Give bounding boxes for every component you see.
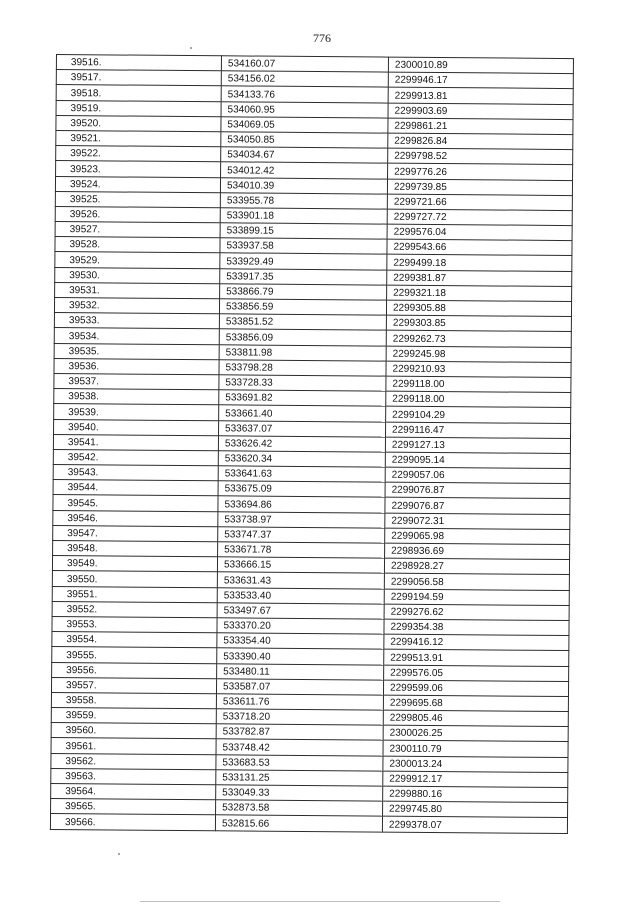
y-coordinate-cell: 2299513.91 [384,649,569,666]
x-coordinate-cell: 533955.78 [220,192,387,208]
scan-speck [118,853,120,855]
point-number-cell: 39525. [55,191,220,207]
x-coordinate-cell: 533671.78 [218,542,385,558]
y-coordinate-cell: 2299118.00 [386,376,571,393]
x-coordinate-cell: 534156.02 [221,71,388,87]
y-coordinate-cell: 2300010.89 [388,57,573,74]
y-coordinate-cell: 2299210.93 [386,361,571,378]
x-coordinate-cell: 533661.40 [219,405,386,421]
y-coordinate-cell: 2299354.38 [384,619,569,636]
point-number-cell: 39566. [50,814,215,831]
y-coordinate-cell: 2299599.06 [383,680,568,697]
point-number-cell: 39523. [56,161,221,177]
y-coordinate-cell: 2298936.69 [385,543,570,560]
x-coordinate-cell: 533718.20 [216,709,383,725]
x-coordinate-cell: 533747.37 [218,527,385,543]
y-coordinate-cell: 2299913.81 [388,87,573,104]
y-coordinate-cell: 2299262.73 [386,330,571,347]
x-coordinate-cell: 533637.07 [219,420,386,436]
x-coordinate-cell: 533354.40 [217,633,384,649]
y-coordinate-cell: 2299303.85 [386,315,571,332]
y-coordinate-cell: 2299072.31 [385,513,570,530]
point-number-cell: 39545. [53,495,218,511]
y-coordinate-cell: 2299946.17 [388,72,573,89]
y-coordinate-cell: 2298928.27 [384,558,569,575]
x-coordinate-cell: 533497.67 [217,603,384,619]
x-coordinate-cell: 533370.20 [217,618,384,634]
table-row [50,814,567,834]
point-number-cell: 39517. [56,70,221,86]
point-number-cell: 39548. [53,540,218,556]
point-number-cell: 39554. [52,632,217,648]
y-coordinate-cell: 2299104.29 [386,406,571,423]
point-number-cell: 39565. [51,799,216,815]
scan-edge-line [140,901,500,902]
x-coordinate-cell: 533131.25 [216,770,383,786]
x-coordinate-cell: 533917.35 [220,268,387,284]
point-number-cell: 39558. [51,692,216,708]
x-coordinate-cell: 533798.28 [219,360,386,376]
point-number-cell: 39537. [54,373,219,389]
x-coordinate-cell: 533587.07 [216,678,383,694]
x-coordinate-cell: 533675.09 [218,481,385,497]
x-coordinate-cell: 533611.76 [216,694,383,710]
y-coordinate-cell: 2299076.87 [385,498,570,515]
y-coordinate-cell: 2299912.17 [383,771,568,788]
point-number-cell: 39519. [56,100,221,116]
y-coordinate-cell: 2299065.98 [385,528,570,545]
point-number-cell: 39559. [51,708,216,724]
y-coordinate-cell: 2299903.69 [388,103,573,120]
x-coordinate-cell: 533049.33 [216,785,383,801]
y-coordinate-cell: 2299381.87 [387,270,572,287]
x-coordinate-cell: 533856.59 [219,299,386,315]
point-number-cell: 39562. [51,753,216,769]
y-coordinate-cell: 2300013.24 [383,756,568,773]
x-coordinate-cell: 533782.87 [216,724,383,740]
point-number-cell: 39563. [51,768,216,784]
point-number-cell: 39533. [54,313,219,329]
coordinate-table [50,54,574,834]
x-coordinate-cell: 534069.05 [221,117,388,133]
x-coordinate-cell: 533851.52 [219,314,386,330]
point-number-cell: 39550. [52,571,217,587]
y-coordinate-cell: 2299576.05 [384,665,569,682]
x-coordinate-cell: 533937.58 [220,238,387,254]
y-coordinate-cell: 2299321.18 [387,285,572,302]
y-coordinate-cell: 2299056.58 [384,573,569,590]
x-coordinate-cell: 534133.76 [221,86,388,102]
x-coordinate-cell: 532815.66 [215,815,382,832]
x-coordinate-cell: 533899.15 [220,223,387,239]
point-number-cell: 39536. [54,358,219,374]
point-number-cell: 39534. [54,328,219,344]
y-coordinate-cell: 2299798.52 [388,148,573,165]
y-coordinate-cell: 2299194.59 [384,589,569,606]
y-coordinate-cell: 2299543.66 [387,239,572,256]
x-coordinate-cell: 533901.18 [220,208,387,224]
point-number-cell: 39552. [52,601,217,617]
x-coordinate-cell: 533691.82 [219,390,386,406]
point-number-cell: 39549. [52,556,217,572]
x-coordinate-cell: 533390.40 [217,648,384,664]
point-number-cell: 39526. [55,206,220,222]
y-coordinate-cell: 2299826.84 [388,133,573,150]
point-number-cell: 39530. [55,267,220,283]
point-number-cell: 39529. [55,252,220,268]
x-coordinate-cell: 533631.43 [217,572,384,588]
coordinate-table-wrapper [50,54,574,834]
x-coordinate-cell: 533929.49 [220,253,387,269]
point-number-cell: 39546. [53,510,218,526]
point-number-cell: 39521. [56,130,221,146]
page-number: 776 [313,31,331,45]
point-number-cell: 39516. [56,55,221,71]
x-coordinate-cell: 533748.42 [216,739,383,755]
point-number-cell: 39520. [56,115,221,131]
y-coordinate-cell: 2299721.66 [387,194,572,211]
y-coordinate-cell: 2299276.62 [384,604,569,621]
y-coordinate-cell: 2299095.14 [385,452,570,469]
point-number-cell: 39524. [55,176,220,192]
point-number-cell: 39531. [55,282,220,298]
point-number-cell: 39543. [53,465,218,481]
y-coordinate-cell: 2299378.07 [382,816,567,833]
y-coordinate-cell: 2299739.85 [387,179,572,196]
point-number-cell: 39555. [52,647,217,663]
x-coordinate-cell: 533811.98 [219,344,386,360]
x-coordinate-cell: 533694.86 [218,496,385,512]
y-coordinate-cell: 2299727.72 [387,209,572,226]
y-coordinate-cell: 2299880.16 [383,786,568,803]
y-coordinate-cell: 2299245.98 [386,346,571,363]
x-coordinate-cell: 533856.09 [219,329,386,345]
x-coordinate-cell: 533641.63 [218,466,385,482]
y-coordinate-cell: 2299305.88 [386,300,571,317]
point-number-cell: 39522. [56,146,221,162]
scan-speck [190,47,192,49]
x-coordinate-cell: 533626.42 [218,435,385,451]
point-number-cell: 39557. [51,677,216,693]
point-number-cell: 39518. [56,85,221,101]
y-coordinate-cell: 2299127.13 [385,437,570,454]
point-number-cell: 39561. [51,738,216,754]
point-number-cell: 39532. [54,297,219,313]
point-number-cell: 39544. [53,480,218,496]
x-coordinate-cell: 534034.67 [221,147,388,163]
x-coordinate-cell: 533480.11 [217,663,384,679]
point-number-cell: 39528. [55,237,220,253]
x-coordinate-cell: 534050.85 [221,132,388,148]
x-coordinate-cell: 533683.53 [216,754,383,770]
y-coordinate-cell: 2299057.06 [385,467,570,484]
y-coordinate-cell: 2299776.26 [388,163,573,180]
x-coordinate-cell: 533533.40 [217,587,384,603]
x-coordinate-cell: 534012.42 [221,162,388,178]
x-coordinate-cell: 534060.95 [221,101,388,117]
y-coordinate-cell: 2299116.47 [386,422,571,439]
x-coordinate-cell: 533620.34 [218,451,385,467]
point-number-cell: 39535. [54,343,219,359]
y-coordinate-cell: 2299416.12 [384,634,569,651]
y-coordinate-cell: 2299076.87 [385,482,570,499]
point-number-cell: 39556. [52,662,217,678]
coordinate-table-body [50,55,573,834]
y-coordinate-cell: 2299118.00 [386,391,571,408]
point-number-cell: 39542. [53,449,218,465]
point-number-cell: 39553. [52,616,217,632]
point-number-cell: 39551. [52,586,217,602]
x-coordinate-cell: 534160.07 [221,56,388,72]
x-coordinate-cell: 533738.97 [218,511,385,527]
point-number-cell: 39564. [51,783,216,799]
point-number-cell: 39560. [51,723,216,739]
y-coordinate-cell: 2300026.25 [383,725,568,742]
y-coordinate-cell: 2299695.68 [383,695,568,712]
point-number-cell: 39541. [53,434,218,450]
x-coordinate-cell: 533666.15 [217,557,384,573]
y-coordinate-cell: 2299805.46 [383,710,568,727]
y-coordinate-cell: 2300110.79 [383,741,568,758]
point-number-cell: 39539. [54,404,219,420]
x-coordinate-cell: 533728.33 [219,375,386,391]
x-coordinate-cell: 534010.39 [220,177,387,193]
point-number-cell: 39527. [55,222,220,238]
y-coordinate-cell: 2299499.18 [387,255,572,272]
point-number-cell: 39540. [54,419,219,435]
y-coordinate-cell: 2299745.80 [383,801,568,818]
point-number-cell: 39538. [54,389,219,405]
y-coordinate-cell: 2299576.04 [387,224,572,241]
x-coordinate-cell: 533866.79 [220,284,387,300]
y-coordinate-cell: 2299861.21 [388,118,573,135]
x-coordinate-cell: 532873.58 [216,800,383,816]
point-number-cell: 39547. [53,525,218,541]
